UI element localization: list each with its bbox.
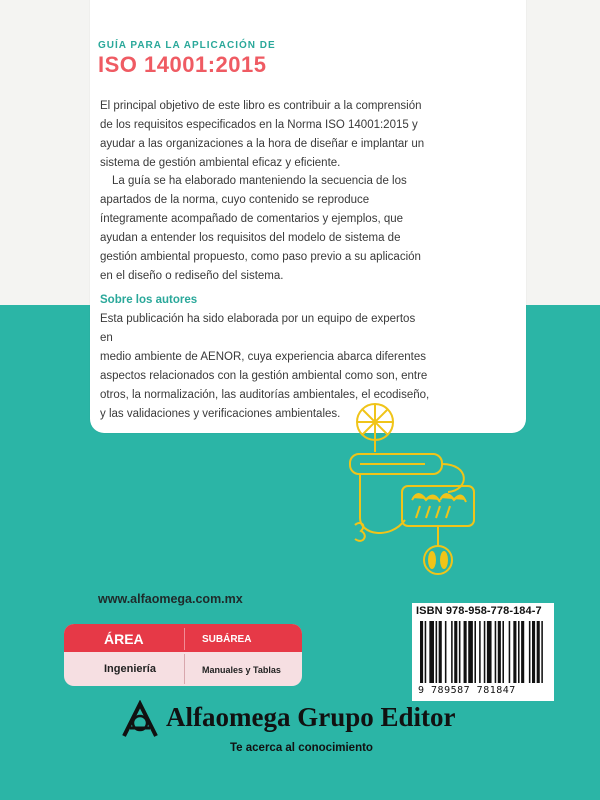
paragraph-line: gestión ambiental propuesto, como paso previo a su aplicación	[100, 251, 421, 263]
alfaomega-logo-icon	[120, 700, 160, 738]
barcode-bar	[498, 621, 501, 683]
barcode-bar	[420, 621, 423, 683]
divider	[184, 628, 185, 650]
paragraph-line: y las validaciones y verificaciones ambientales.	[100, 408, 341, 420]
paragraph-line: sistema de gestión ambiental eficaz y eficiente.	[100, 157, 341, 169]
paragraph-line: en el diseño o rediseño del sistema.	[100, 270, 284, 282]
barcode-digits: 9 789587 781847	[418, 685, 516, 696]
barcode	[420, 621, 546, 683]
paragraph-line: Esta publicación ha sido elaborada por un equipo de expertos en	[100, 313, 416, 344]
barcode-bar	[479, 621, 481, 683]
subarea-value: Manuales y Tablas	[202, 665, 281, 675]
authors-heading: Sobre los autores	[100, 294, 198, 306]
barcode-bar	[513, 621, 516, 683]
hook-icon	[355, 523, 365, 541]
paragraph-line-text: La guía se ha elaborado manteniendo la secuencia de los	[112, 175, 407, 187]
area-label: ÁREA	[104, 631, 144, 647]
barcode-bar	[451, 621, 453, 683]
environment-illustration	[330, 400, 480, 580]
barcode-bar	[429, 621, 434, 683]
paragraph-line: apartados de la norma, cuyo contenido se reproduce	[100, 194, 370, 206]
paragraph-line: otros, la normalización, las auditorías ambientales, el ecodiseño,	[100, 389, 430, 401]
classification-box	[64, 624, 302, 686]
barcode-bar	[459, 621, 461, 683]
barcode-bar	[439, 621, 442, 683]
barcode-bar	[537, 621, 540, 683]
paragraph-line: ayudar a las organizaciones a la hora de diseñar e implantar un	[100, 138, 425, 150]
paragraph-line: aspectos relacionados con la gestión ambiental como son, entre	[100, 370, 428, 382]
barcode-bar	[541, 621, 543, 683]
publisher-block	[108, 696, 508, 764]
subarea-label: SUBÁREA	[202, 634, 252, 645]
barcode-bar	[454, 621, 457, 683]
barcode-bar	[436, 621, 438, 683]
barcode-bar	[518, 621, 520, 683]
divider	[184, 654, 185, 684]
guide-kicker: GUÍA PARA LA APLICACIÓN DE	[98, 40, 276, 51]
paragraph-line: de los requisitos especificados en la Norma ISO 14001:2015 y	[100, 119, 418, 131]
barcode-bar	[502, 621, 504, 683]
paragraph-line: íntegramente acompañado de comentarios y ejemplos, que	[100, 213, 404, 225]
weather-icon	[402, 486, 474, 526]
barcode-bar	[445, 621, 447, 683]
barcode-bar	[529, 621, 531, 683]
paragraph-line: El principal objetivo de este libro es contribuir a la comprensión	[100, 100, 422, 112]
paragraph-line	[100, 172, 430, 191]
iso-title: ISO 14001:2015	[98, 52, 267, 77]
isbn-block	[412, 603, 554, 701]
paragraph-line: medio ambiente de AENOR, cuya experiencia abarca diferentes	[100, 351, 427, 363]
website-link[interactable]: www.alfaomega.com.mx	[98, 592, 243, 606]
area-value: Ingeniería	[104, 663, 156, 675]
barcode-bar	[484, 621, 486, 683]
publisher-tagline: Te acerca al conocimiento	[230, 742, 373, 754]
barcode-bar	[487, 621, 492, 683]
barcode-bar	[474, 621, 476, 683]
barcode-bar	[532, 621, 535, 683]
isbn-label: ISBN 978-958-778-184-7	[416, 605, 542, 617]
structure-paragraph	[100, 172, 430, 286]
barcode-bar	[464, 621, 467, 683]
paragraph-line: ayudan a entender los requisitos del modelo de sistema de	[100, 232, 401, 244]
classification-header	[64, 624, 302, 652]
barcode-bar	[509, 621, 511, 683]
barcode-bar	[495, 621, 497, 683]
intro-paragraph	[100, 97, 430, 173]
barcode-bar	[425, 621, 427, 683]
barcode-bar	[468, 621, 473, 683]
barcode-bar	[521, 621, 524, 683]
publisher-name: Alfaomega Grupo Editor	[166, 702, 456, 732]
